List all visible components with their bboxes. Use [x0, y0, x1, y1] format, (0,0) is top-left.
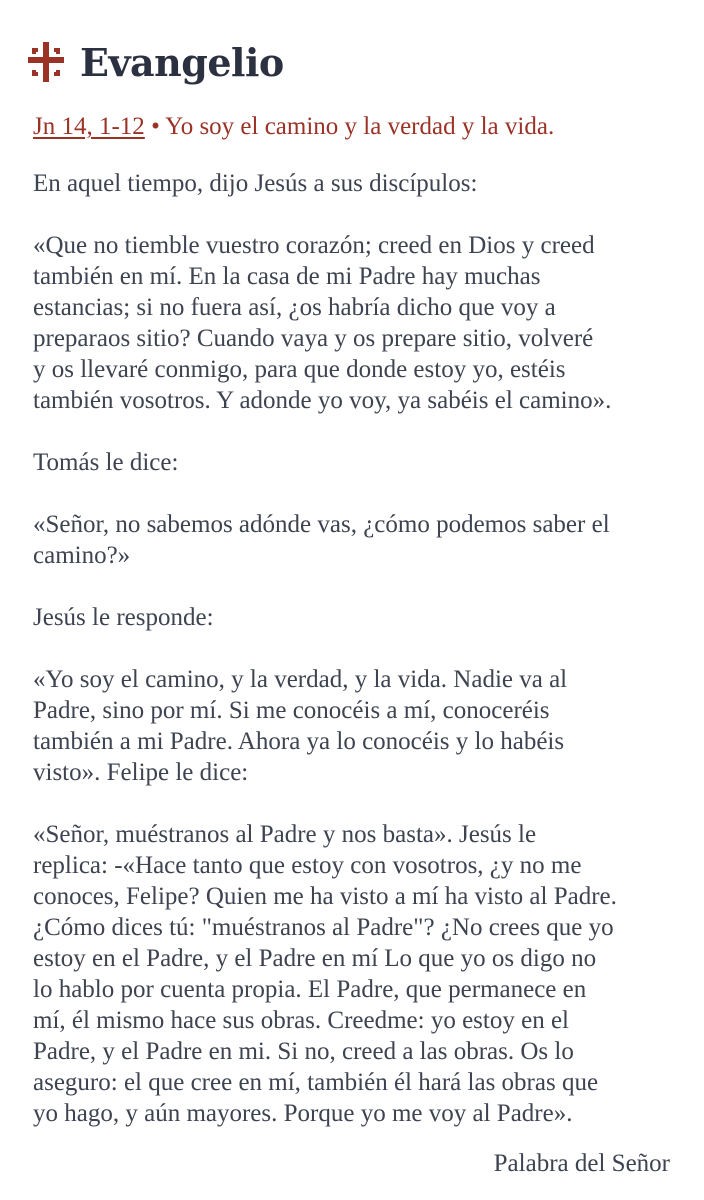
gospel-text: [33, 168, 683, 1160]
closing-acclamation: Palabra del Señor: [493, 1150, 670, 1177]
paragraph: «Señor, no sabemos adónde vas, ¿cómo podemos saber el camino?»: [33, 511, 610, 569]
reading-headline: Yo soy el camino y la verdad y la vida.: [165, 113, 555, 140]
header: [26, 32, 284, 92]
reference-separator: •: [144, 113, 166, 140]
reading-reference-line: [33, 113, 554, 141]
paragraph: «Que no tiemble vuestro corazón; creed en Dios y creed también en mí. En la casa de mi Padre hay muchas estancias; si no fuera así, ¿os habría dicho que voy a preparaos sitio? Cuando vaya y os prepare sitio, volveré y os llevaré conmigo, para que donde estoy yo, estéis también vosotros. Y adonde yo voy, ya sabéis el camino».: [33, 232, 612, 414]
paragraph: En aquel tiempo, dijo Jesús a sus discípulos:: [33, 170, 478, 197]
reading-reference-link[interactable]: Jn 14, 1-12: [33, 113, 145, 140]
paragraph: Jesús le responde:: [33, 604, 214, 631]
page-title: Evangelio: [80, 39, 284, 85]
paragraph: «Señor, muéstranos al Padre y nos basta». Jesús le replica: -«Hace tanto que estoy con vosotros, ¿y no me conoces, Felipe? Quien me ha visto a mí ha visto al Padre. ¿Cómo dices tú: "muéstranos al Padre"? ¿No crees que yo estoy en el Padre, y el Padre en mí Lo que yo os digo no lo hablo por cuenta propia. El Padre, que permanece en mí, él mismo hace sus obras. Creedme: yo estoy en el Padre, y el Padre en mi. Si no, creed a las obras. Os lo aseguro: el que cree en mí, también él hará las obras que yo hago, y aún mayores. Porque yo me voy al Padre».: [33, 821, 617, 1127]
paragraph: Tomás le dice:: [33, 449, 179, 476]
cross-icon: [26, 40, 66, 84]
paragraph: «Yo soy el camino, y la verdad, y la vida. Nadie va al Padre, sino por mí. Si me conocéis a mí, conoceréis también a mi Padre. Ahora ya lo conocéis y lo habéis visto». Felipe le dice:: [33, 666, 568, 786]
